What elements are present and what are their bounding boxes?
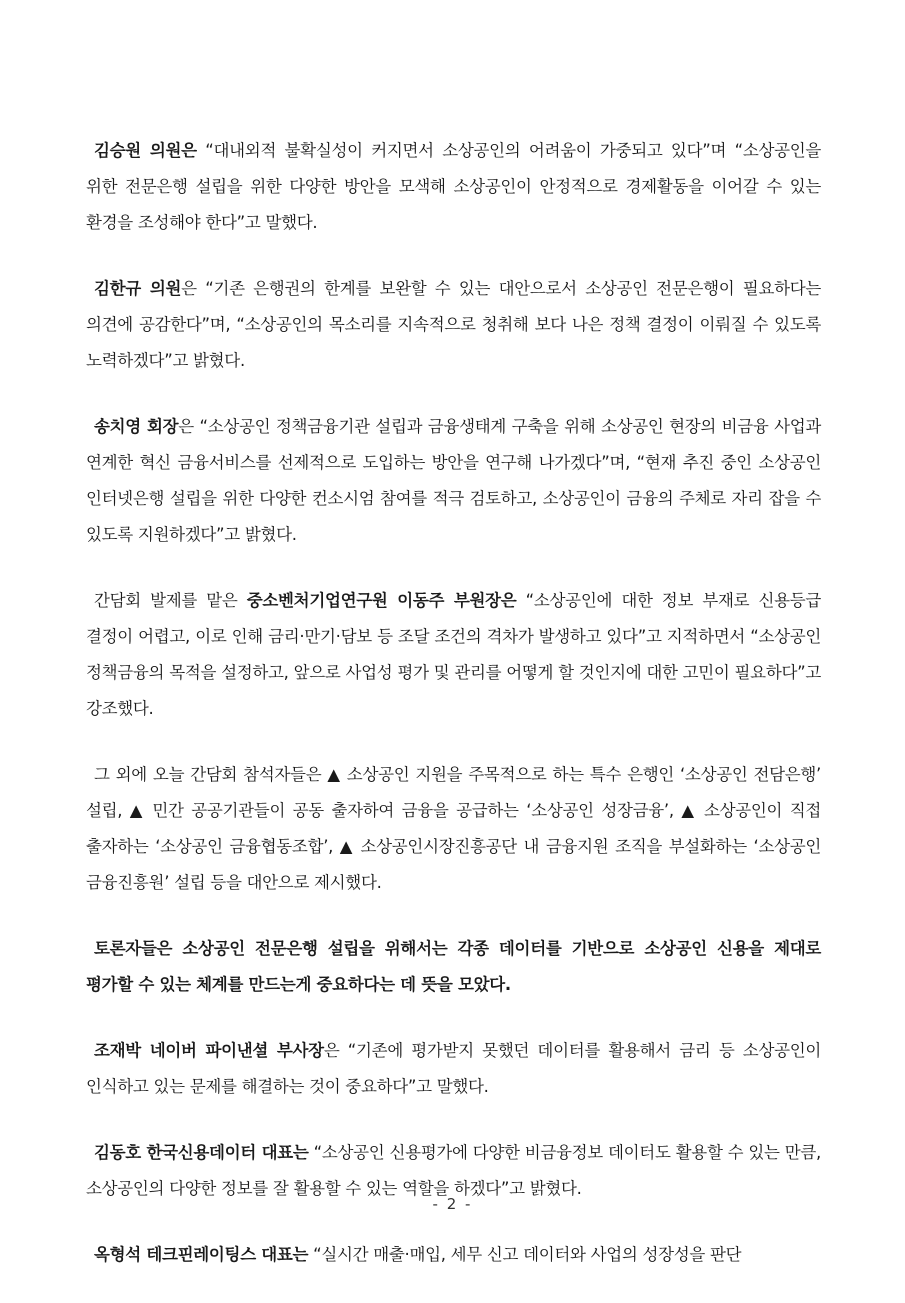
paragraph-cho-jaebak [86,1033,821,1105]
document-body [86,133,821,1303]
paragraph-lead: 간담회 발제를 맡은 [94,591,247,610]
paragraph-panel-consensus [86,931,821,1003]
paragraph-kim-hangyu [86,271,821,379]
paragraph-text: “소상공인에 대한 정보 부재로 신용등급 결정이 어렵고, 이로 인해 금리·만기·담보 등 조달 조건의 격차가 발생하고 있다”고 지적하면서 “소상공인 정책금융의 목적을 설정하고, 앞으로 사업성 평가 및 관리를 어떻게 할 것인지에 대한 고민이 필요하다”고 강조했다. [86,591,821,718]
speaker-name: 김한규 의원 [94,279,182,298]
paragraph-song-chiyoung [86,409,821,553]
speaker-name: 김동호 한국신용데이터 대표는 [94,1143,309,1162]
paragraph-alternatives [86,757,821,901]
page-number: - 2 - [432,1195,473,1213]
speaker-name: 옥형석 테크핀레이팅스 대표는 [94,1245,309,1264]
paragraph-text: “실시간 매출·매입, 세무 신고 데이터와 사업의 성장성을 판단 [308,1245,742,1264]
bold-statement: 토론자들은 소상공인 전문은행 설립을 위해서는 각종 데이터를 기반으로 소상공인 신용을 제대로 평가할 수 있는 체계를 만드는게 중요하다는 데 뜻을 모았다. [86,939,821,994]
paragraph-kim-seungwon [86,133,821,241]
paragraph-text: 은 “소상공인 정책금융기관 설립과 금융생태계 구축을 위해 소상공인 현장의 비금융 사업과 연계한 혁신 금융서비스를 선제적으로 도입하는 방안을 연구해 나가겠다”며, “현재 추진 중인 소상공인 인터넷은행 설립을 위한 다양한 컨소시엄 참여를 적극 검토하고, 소상공인이 금융의 주체로 자리 잡을 수 있도록 지원하겠다”고 밝혔다. [86,417,821,544]
speaker-name: 송치영 회장 [94,417,179,436]
paragraph-text: 은 “기존 은행권의 한계를 보완할 수 있는 대안으로서 소상공인 전문은행이 필요하다는 의견에 공감한다”며, “소상공인의 목소리를 지속적으로 청취해 보다 나은 정책 결정이 이뤄질 수 있도록 노력하겠다”고 밝혔다. [86,279,822,370]
speaker-name: 중소벤처기업연구원 이동주 부원장은 [246,591,517,610]
paragraph-text: 그 외에 오늘 간담회 참석자들은 ▲ 소상공인 지원을 주목적으로 하는 특수 은행인 ‘소상공인 전담은행’ 설립, ▲ 민간 공공기관들이 공동 출자하여 금융을 공급하는 ‘소상공인 성장금융’, ▲ 소상공인이 직접 출자하는 ‘소상공인 금융협동조합’, ▲ 소상공인시장진흥공단 내 금융지원 조직을 부설화하는 ‘소상공인 금융진흥원’ 설립 등을 대안으로 제시했다. [86,765,821,892]
paragraph-ok-hyungseok [86,1237,821,1273]
paragraph-lee-dongju [86,583,821,727]
paragraph-text: 은 “기존에 평가받지 못했던 데이터를 활용해서 금리 등 소상공인이 인식하고 있는 문제를 해결하는 것이 중요하다”고 말했다. [86,1041,821,1096]
speaker-name: 김승원 의원은 [94,141,197,160]
paragraph-text: “소상공인 신용평가에 다양한 비금융정보 데이터도 활용할 수 있는 만큼, 소상공인의 다양한 정보를 잘 활용할 수 있는 역할을 하겠다”고 밝혔다. [86,1143,821,1198]
speaker-name: 조재박 네이버 파이낸셜 부사장 [94,1041,324,1060]
paragraph-text: “대내외적 불확실성이 커지면서 소상공인의 어려움이 가중되고 있다”며 “소상공인을 위한 전문은행 설립을 위한 다양한 방안을 모색해 소상공인이 안정적으로 경제활동을 이어갈 수 있는 환경을 조성해야 한다”고 말했다. [86,141,822,232]
